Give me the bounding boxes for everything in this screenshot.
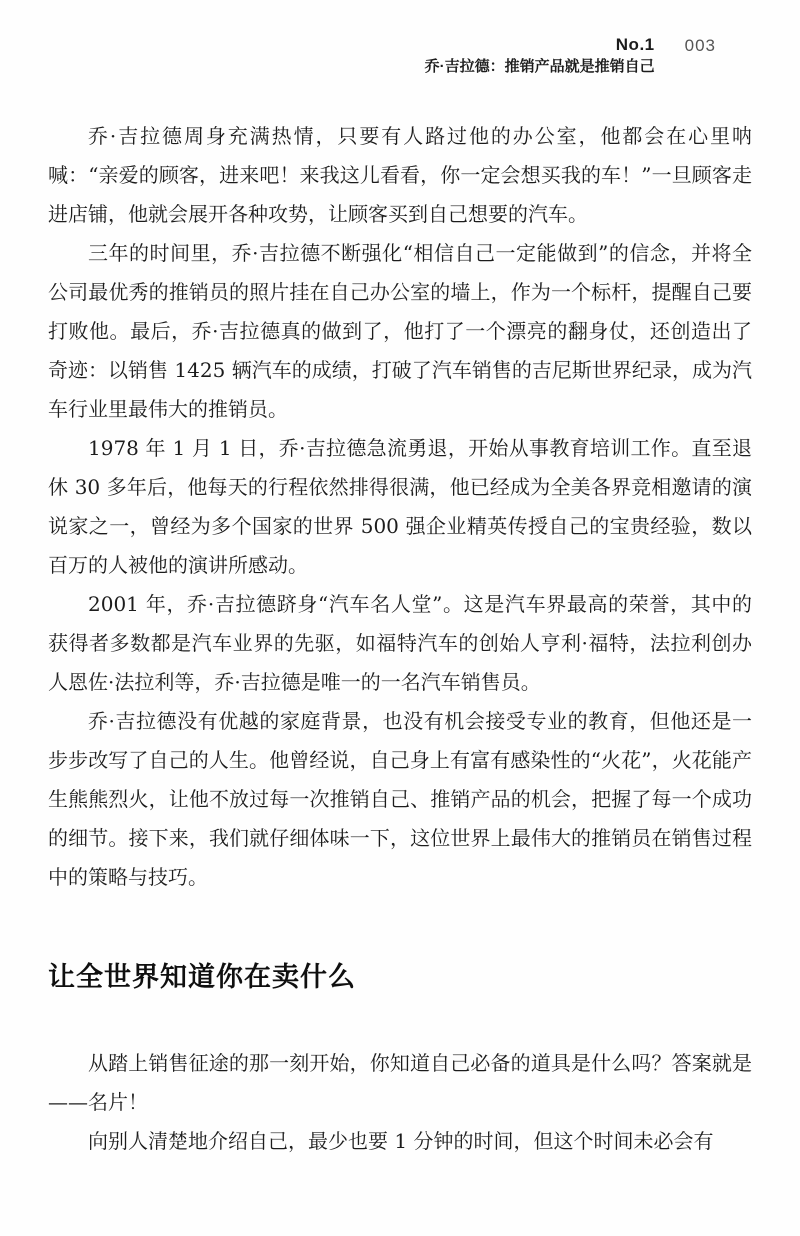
- body-paragraph: 从踏上销售征途的那一刻开始，你知道自己必备的道具是什么吗？答案就是——名片！: [48, 1050, 752, 1114]
- chapter-heading: [425, 34, 655, 79]
- section-heading: 让全世界知道你在卖什么: [48, 961, 356, 992]
- chapter-title: 乔·吉拉德：推销产品就是推销自己: [424, 58, 655, 76]
- body-paragraph: 三年的时间里，乔·吉拉德不断强化“相信自己一定能做到”的信念，并将全公司最优秀的推销员的照片挂在自己办公室的墙上，作为一个标杆，提醒自己要打败他。最后，乔·吉拉德真的做到了，他打了一个漂亮的翻身仗，还创造出了奇迹：以销售 1425 辆汽车的成绩，打破了汽车销售的吉尼斯世界纪录，成为汽车行业里最伟大的推销员。: [48, 240, 752, 421]
- chapter-number: No.1: [615, 35, 655, 54]
- page-body: [48, 117, 752, 897]
- body-paragraph: 1978 年 1 月 1 日，乔·吉拉德急流勇退，开始从事教育培训工作。直至退休 30 多年后，他每天的行程依然排得很满，他已经成为全美各界竞相邀请的演说家之一，曾经为多个国家的世界 500 强企业精英传授自己的宝贵经验，数以百万的人被他的演讲所感动。: [48, 435, 752, 577]
- page-number: 003: [684, 36, 716, 55]
- body-paragraph: 乔·吉拉德没有优越的家庭背景，也没有机会接受专业的教育，但他还是一步步改写了自己的人生。他曾经说，自己身上有富有感染性的“火花”，火花能产生熊熊烈火，让他不放过每一次推销自己、推销产品的机会，把握了每一个成功的细节。接下来，我们就仔细体味一下，这位世界上最伟大的推销员在销售过程中的策略与技巧。: [48, 708, 752, 889]
- section-body: [48, 1044, 752, 1161]
- body-paragraph: 2001 年，乔·吉拉德跻身“汽车名人堂”。这是汽车界最高的荣誉，其中的获得者多数都是汽车业界的先驱，如福特汽车的创始人亨利·福特，法拉利创办人恩佐·法拉利等，乔·吉拉德是唯一的一名汽车销售员。: [48, 591, 752, 694]
- body-paragraph: 向别人清楚地介绍自己，最少也要 1 分钟的时间，但这个时间未必会有: [88, 1128, 714, 1153]
- body-paragraph: 乔·吉拉德周身充满热情，只要有人路过他的办公室，他都会在心里呐喊：“亲爱的顾客，进来吧！来我这儿看看，你一定会想买我的车！”一旦顾客走进店铺，他就会展开各种攻势，让顾客买到自己想要的汽车。: [48, 123, 752, 226]
- page-header: [0, 0, 800, 79]
